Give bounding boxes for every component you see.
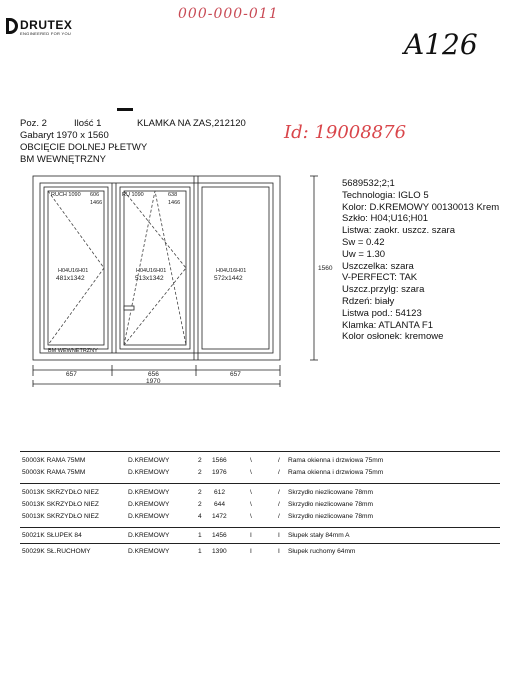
pane2-glass: H04U16H01 [136,268,167,274]
spec-line: Klamka: ATLANTA F1 [342,319,433,331]
brand-tagline: ENGINEERED FOR YOU [20,31,72,36]
part-length: 1976 [212,469,227,476]
part-color: D.KREMOWY [128,501,170,508]
part-desc: Skrzydło niezlicowane 78mm [288,513,374,520]
table-top-rule [20,451,500,452]
part-qty: 2 [198,501,202,508]
handwritten-id: Id: 19008876 [284,122,407,143]
table-row [0,467,523,479]
cut-note: OBCIĘCIE DOLNEJ PŁETWY [20,142,148,153]
part-cut-b: / [278,489,280,496]
part-code: 50013K SKRZYDŁO NIEZ [22,513,99,520]
quantity-label: Ilość 1 [74,118,102,129]
part-desc: Skrzydło niezlicowane 78mm [288,489,374,496]
part-cut-a: I [250,548,252,555]
segment-3: 657 [230,371,241,378]
part-cut-a: \ [250,501,252,508]
spec-line: V-PERFECT: TAK [342,272,418,284]
table-rule [20,527,500,528]
part-cut-b: / [278,501,280,508]
overall-size: Gabaryt 1970 x 1560 [20,130,109,141]
table-row [0,530,523,542]
part-length: 612 [214,489,226,496]
pane2-dim-h: 1466 [168,200,181,206]
part-cut-b: / [278,513,280,520]
part-color: D.KREMOWY [128,469,170,476]
part-desc: Rama okienna i drzwiowa 75mm [288,457,384,464]
table-row [0,487,523,499]
part-qty: 1 [198,548,202,555]
table-row [0,546,523,558]
pane1-size: 481x1342 [56,275,85,282]
pane2-size: 513x1342 [135,275,164,282]
spec-line: Rdzeń: biały [342,295,395,307]
part-color: D.KREMOWY [128,513,170,520]
part-qty: 2 [198,469,202,476]
part-cut-b: I [278,532,280,539]
segment-1: 657 [66,371,77,378]
pane3-glass: H04U16H01 [216,268,247,274]
table-rule [20,543,500,544]
part-desc: Rama okienna i drzwiowa 75mm [288,469,384,476]
pane1-dim-h: 1466 [90,200,103,206]
part-cut-a: I [250,532,252,539]
part-qty: 2 [198,489,202,496]
part-cut-a: \ [250,469,252,476]
table-row [0,499,523,511]
part-length: 1566 [212,457,227,464]
part-qty: 4 [198,513,202,520]
part-color: D.KREMOWY [128,532,170,539]
spec-line: Szkło: H04;U16;H01 [342,213,429,225]
part-cut-b: / [278,469,280,476]
handle-note: KLAMKA NA ZAS,212120 [137,118,246,129]
handle-icon [124,306,134,310]
part-qty: 1 [198,532,202,539]
part-cut-a: \ [250,489,252,496]
pane1-glass: H04U16H01 [58,268,89,274]
part-cut-a: \ [250,513,252,520]
part-color: D.KREMOWY [128,489,170,496]
spec-line: Uw = 1.30 [342,248,386,260]
spec-line: Listwa: zaokr. uszcz. szara [342,225,455,237]
part-desc: Skrzydło niezlicowane 78mm [288,501,374,508]
spec-line: Listwa pod.: 54123 [342,307,422,319]
spec-line: 5689532;2;1 [342,178,395,189]
handwritten-mark: A126 [404,28,478,61]
spec-line: Kolor: D.KREMOWY 00130013 Krem [342,201,500,213]
spec-line: Uszcz.przylg: szara [342,284,425,296]
brand-name: DRUTEX [20,18,73,32]
pane2-dim-w: 638 [168,192,178,198]
total-height: 1560 [318,265,333,272]
table-row [0,455,523,467]
part-code: 50021K SŁUPEK 84 [22,532,82,539]
table-row [0,511,523,523]
part-code: 50013K SKRZYDŁO NIEZ [22,501,99,508]
pane1-code: RUCH 1090 [51,192,81,198]
spec-line: Uszczelka: szara [342,260,414,272]
part-length: 1456 [212,532,227,539]
part-length: 1472 [212,513,227,520]
part-code: 50003K RAMA 75MM [22,457,86,464]
part-code: 50029K SŁ.RUCHOMY [22,548,91,555]
handwritten-code: 000-000-011 [178,6,279,22]
part-length: 1390 [212,548,227,555]
pane2-code: RU 1090 [122,192,144,198]
part-length: 644 [214,501,226,508]
part-color: D.KREMOWY [128,457,170,464]
spec-line: Sw = 0.42 [342,236,385,248]
part-desc: Słupek ruchomy 64mm [288,548,356,555]
part-code: 50013K SKRZYDŁO NIEZ [22,489,99,496]
part-cut-b: / [278,457,280,464]
part-color: D.KREMOWY [128,548,170,555]
spec-line: Kolor osłonek: kremowe [342,331,444,343]
spec-line: Technologia: IGLO 5 [342,189,429,201]
table-rule [20,483,500,484]
bottom-view-label: BM WEWNETRZNY [48,348,98,354]
pane1-dim-w: 606 [90,192,100,198]
part-code: 50003K RAMA 75MM [22,469,86,476]
part-qty: 2 [198,457,202,464]
part-cut-a: \ [250,457,252,464]
pane3-size: 572x1442 [214,275,243,282]
total-width: 1970 [146,378,161,385]
position-label: Poz. 2 [20,118,47,129]
part-desc: Słupek stały 84mm A [288,532,350,539]
part-cut-b: I [278,548,280,555]
view-note: BM WEWNĘTRZNY [20,154,107,165]
segment-2: 656 [148,371,159,378]
